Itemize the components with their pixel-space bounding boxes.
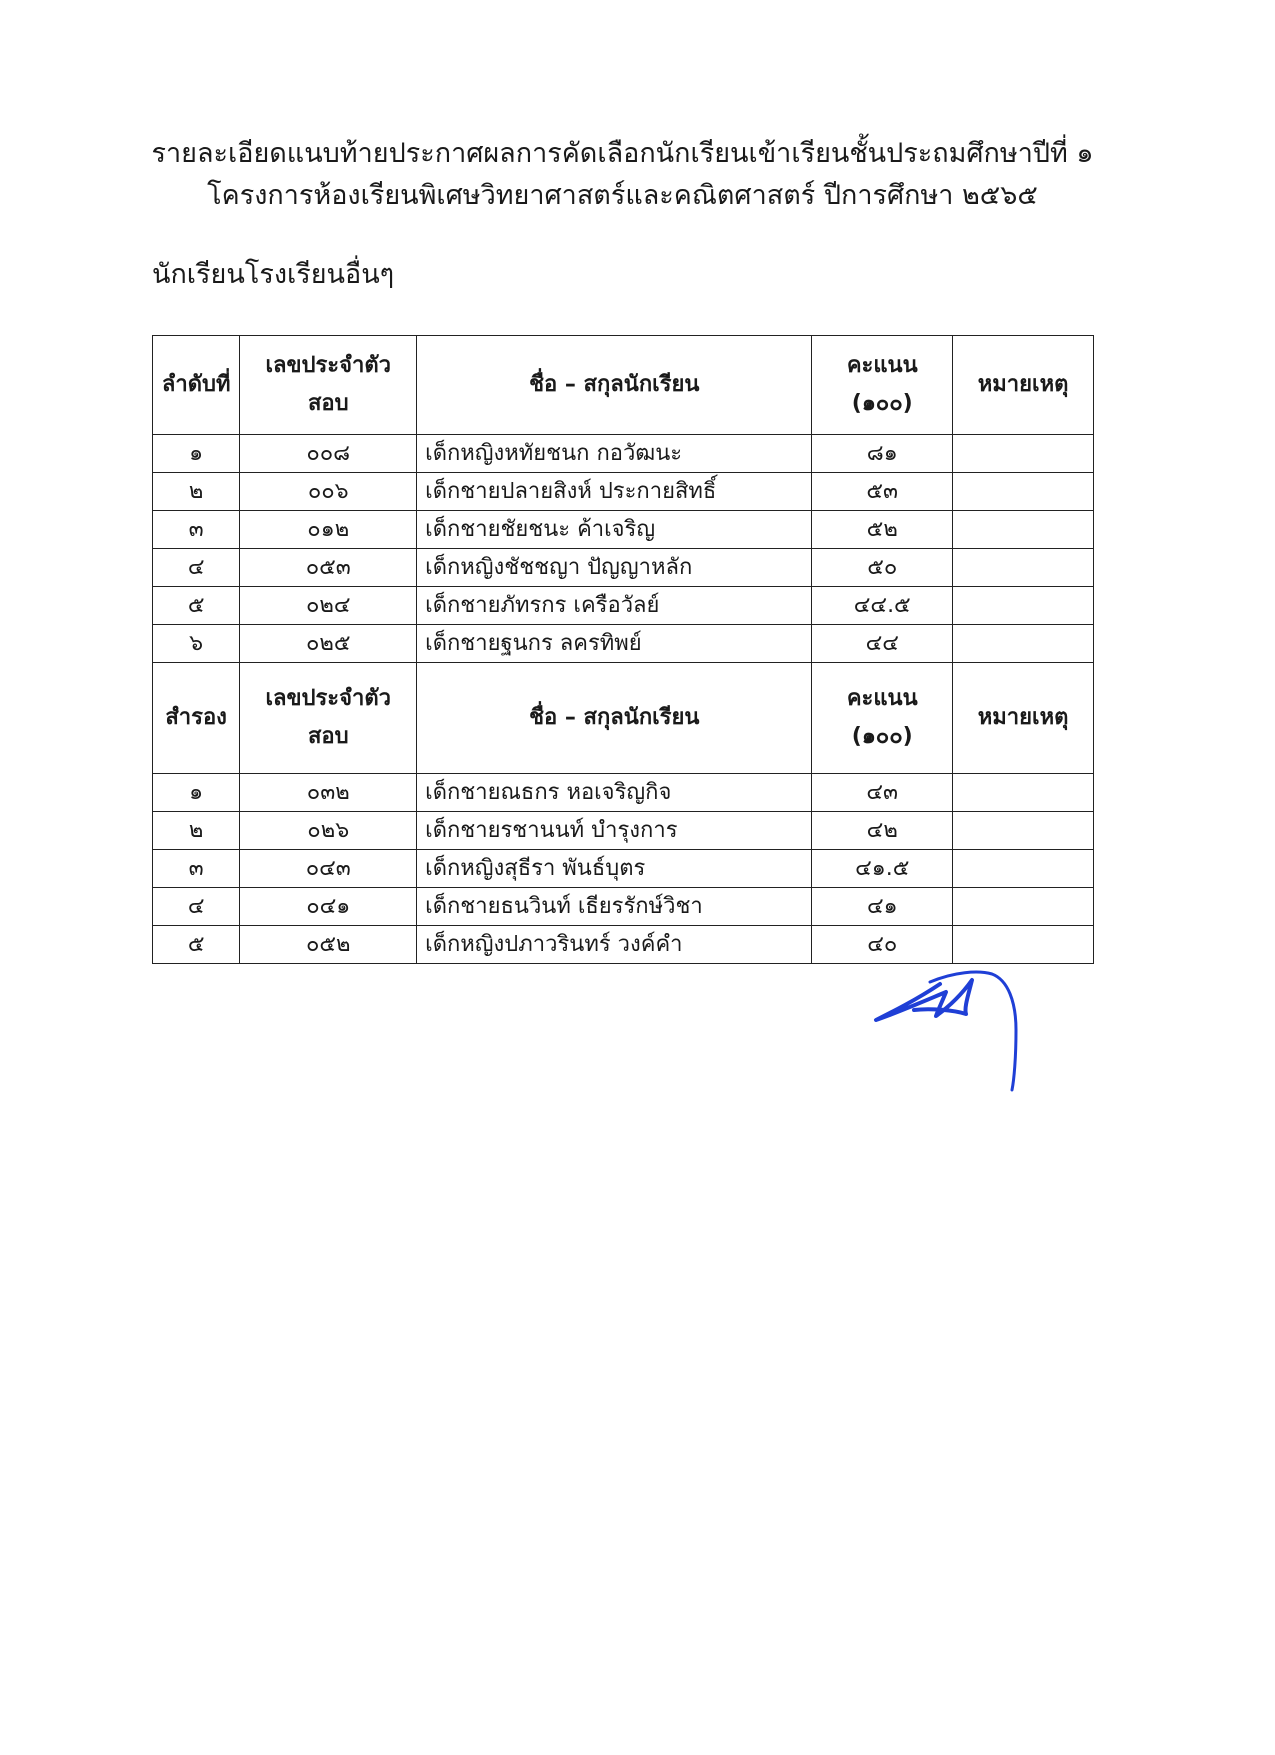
- cell-order: ๖: [153, 625, 240, 663]
- cell-name: เด็กชายณธกร หอเจริญกิจ: [417, 774, 812, 812]
- cell-score: ๔๔: [812, 625, 953, 663]
- results-table: [152, 335, 1094, 964]
- cell-score: ๔๓: [812, 774, 953, 812]
- cell-order: ๑: [153, 435, 240, 473]
- reserve-header-row: [153, 663, 1094, 774]
- cell-order: ๕: [153, 587, 240, 625]
- cell-exam-id: ๐๒๕: [240, 625, 417, 663]
- table-row: [153, 926, 1094, 964]
- cell-remark: [953, 587, 1094, 625]
- table-row: [153, 435, 1094, 473]
- cell-remark: [953, 850, 1094, 888]
- cell-name: เด็กหญิงสุธีรา พันธ์บุตร: [417, 850, 812, 888]
- cell-name: เด็กหญิงชัชชญา ปัญญาหลัก: [417, 549, 812, 587]
- cell-exam-id: ๐๒๔: [240, 587, 417, 625]
- cell-score: ๔๒: [812, 812, 953, 850]
- header-score: คะแนน (๑๐๐): [812, 336, 953, 435]
- cell-remark: [953, 625, 1094, 663]
- header-exam-id: เลขประจำตัว สอบ: [240, 663, 417, 774]
- cell-score: ๘๑: [812, 435, 953, 473]
- header-score: คะแนน (๑๐๐): [812, 663, 953, 774]
- cell-exam-id: ๐๔๑: [240, 888, 417, 926]
- cell-remark: [953, 473, 1094, 511]
- cell-name: เด็กชายปลายสิงห์ ประกายสิทธิ์: [417, 473, 812, 511]
- cell-name: เด็กหญิงปภาวรินทร์ วงค์คำ: [417, 926, 812, 964]
- cell-remark: [953, 435, 1094, 473]
- cell-order: ๒: [153, 473, 240, 511]
- header-order: ลำดับที่: [153, 336, 240, 435]
- table-row: [153, 473, 1094, 511]
- cell-name: เด็กชายฐนกร ลครทิพย์: [417, 625, 812, 663]
- cell-order: ๔: [153, 549, 240, 587]
- title-line-2: โครงการห้องเรียนพิเศษวิทยาศาสตร์และคณิตศาสตร์ ปีการศึกษา ๒๕๖๕: [207, 180, 1038, 211]
- cell-order: ๓: [153, 511, 240, 549]
- cell-order: ๕: [153, 926, 240, 964]
- table-row: [153, 511, 1094, 549]
- cell-remark: [953, 812, 1094, 850]
- table-row: [153, 587, 1094, 625]
- cell-remark: [953, 926, 1094, 964]
- header-exam-id: เลขประจำตัว สอบ: [240, 336, 417, 435]
- cell-score: ๔๑: [812, 888, 953, 926]
- header-remark: หมายเหตุ: [953, 336, 1094, 435]
- cell-exam-id: ๐๓๒: [240, 774, 417, 812]
- table-row: [153, 625, 1094, 663]
- cell-order: ๔: [153, 888, 240, 926]
- table-row: [153, 850, 1094, 888]
- cell-remark: [953, 511, 1094, 549]
- table-row: [153, 888, 1094, 926]
- cell-name: เด็กชายชัยชนะ ค้าเจริญ: [417, 511, 812, 549]
- results-table-body: [153, 336, 1094, 964]
- cell-exam-id: ๐๕๒: [240, 926, 417, 964]
- table-row: [153, 774, 1094, 812]
- cell-score: ๕๒: [812, 511, 953, 549]
- cell-score: ๕๐: [812, 549, 953, 587]
- cell-name: เด็กหญิงหทัยชนก กอวัฒนะ: [417, 435, 812, 473]
- cell-score: ๔๐: [812, 926, 953, 964]
- cell-name: เด็กชายภัทรกร เครือวัลย์: [417, 587, 812, 625]
- header-reserve: สำรอง: [153, 663, 240, 774]
- cell-exam-id: ๐๐๘: [240, 435, 417, 473]
- document-title: [0, 133, 1245, 217]
- cell-order: ๑: [153, 774, 240, 812]
- table-row: [153, 549, 1094, 587]
- header-remark: หมายเหตุ: [953, 663, 1094, 774]
- cell-exam-id: ๐๔๓: [240, 850, 417, 888]
- table-row: [153, 812, 1094, 850]
- cell-exam-id: ๐๕๓: [240, 549, 417, 587]
- cell-remark: [953, 549, 1094, 587]
- cell-score: ๕๓: [812, 473, 953, 511]
- section-label: นักเรียนโรงเรียนอื่นๆ: [152, 259, 395, 290]
- cell-score: ๔๑.๕: [812, 850, 953, 888]
- cell-score: ๔๔.๕: [812, 587, 953, 625]
- header-name: ชื่อ – สกุลนักเรียน: [417, 336, 812, 435]
- title-line-1: รายละเอียดแนบท้ายประกาศผลการคัดเลือกนักเรียนเข้าเรียนชั้นประถมศึกษาปีที่ ๑: [151, 138, 1094, 169]
- cell-exam-id: ๐๑๒: [240, 511, 417, 549]
- cell-remark: [953, 888, 1094, 926]
- cell-order: ๓: [153, 850, 240, 888]
- cell-name: เด็กชายธนวินท์ เธียรรักษ์วิชา: [417, 888, 812, 926]
- cell-order: ๒: [153, 812, 240, 850]
- cell-exam-id: ๐๒๖: [240, 812, 417, 850]
- header-name: ชื่อ – สกุลนักเรียน: [417, 663, 812, 774]
- cell-exam-id: ๐๐๖: [240, 473, 417, 511]
- signature-image: [866, 962, 1046, 1102]
- cell-name: เด็กชายรชานนท์ บำรุงการ: [417, 812, 812, 850]
- cell-remark: [953, 774, 1094, 812]
- main-header-row: [153, 336, 1094, 435]
